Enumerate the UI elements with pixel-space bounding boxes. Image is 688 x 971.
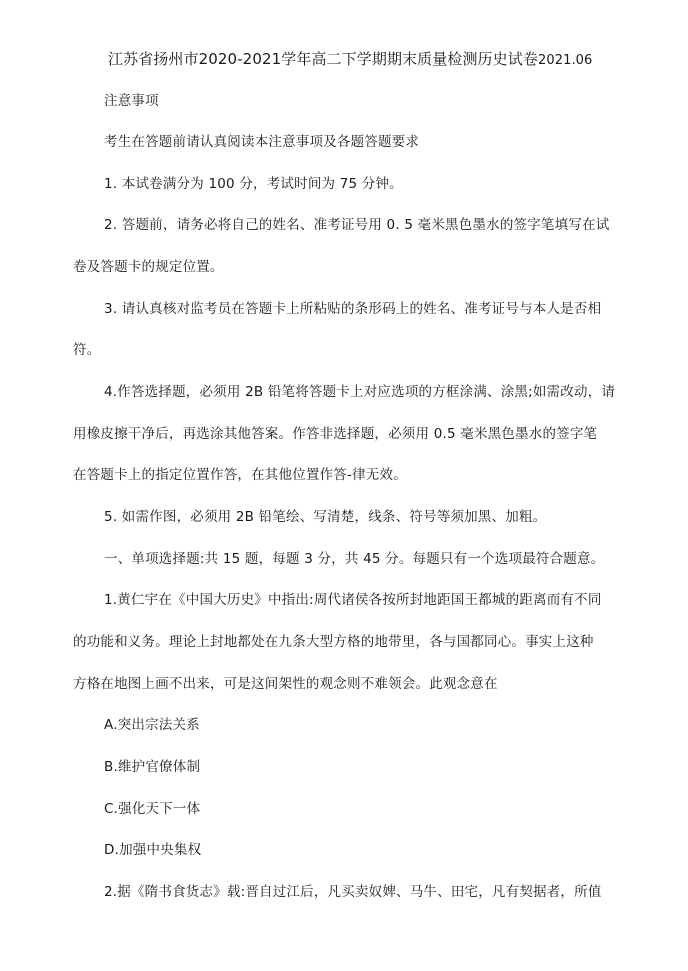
- rule-line: 在答题卡上的指定位置作答，在其他位置作答-律无效。: [73, 467, 407, 483]
- question-1-line: 的功能和义务。理论上封地都处在九条大型方格的地带里，各与国都同心。事实上这种: [73, 634, 594, 650]
- option-d: D.加强中央集权: [104, 842, 202, 858]
- rule-line: 用橡皮擦干净后，再选涂其他答案。作答非选择题，必须用 0.5 毫米黑色墨水的签字笔: [73, 426, 598, 442]
- rule-line: 4.作答选择题，必须用 2B 铅笔将答题卡上对应选项的方框涂满、涂黑;如需改动，请: [104, 384, 616, 400]
- notice-heading: 注意事项: [104, 93, 159, 109]
- rule-line: 2. 答题前，请务必将自己的姓名、准考证号用 0. 5 毫米黑色墨水的签字笔填写在试: [104, 217, 610, 233]
- section-heading: 一、单项选择题:共 15 题，每题 3 分，共 45 分。每题只有一个选项最符合题意。: [104, 551, 605, 567]
- question-1-line: 方格在地图上画不出来，可是这间架性的观念则不难领会。此观念意在: [73, 676, 498, 692]
- rule-line: 符。: [73, 342, 101, 358]
- notice-intro: 考生在答题前请认真阅读本注意事项及各题答题要求: [104, 134, 420, 150]
- option-c: C.强化天下一体: [104, 801, 201, 817]
- option-a: A.突出宗法关系: [104, 717, 200, 733]
- title-text: 江苏省扬州市2020-2021学年高二下学期期末质量检测历史试卷: [108, 50, 538, 68]
- question-2-line: 2.据《隋书食货志》载:晋自过江后，凡买卖奴婢、马牛、田宅，凡有契据者，所值: [104, 884, 602, 900]
- question-1-line: 1.黄仁宇在《中国大历史》中指出:周代诸侯各按所封地距国王都城的距离而有不同: [104, 592, 602, 608]
- rule-line: 3. 请认真核对监考员在答题卡上所粘贴的条形码上的姓名、准考证号与本人是否相: [104, 301, 602, 317]
- title-date: 2021.06: [537, 53, 593, 68]
- rule-line: 1. 本试卷满分为 100 分，考试时间为 75 分钟。: [104, 176, 403, 192]
- document-title: [108, 50, 592, 70]
- rule-line: 5. 如需作图，必须用 2B 铅笔绘、写清楚，线条、符号等须加黑、加粗。: [104, 509, 547, 525]
- rule-line: 卷及答题卡的规定位置。: [73, 259, 224, 275]
- option-b: B.维护官僚体制: [104, 759, 201, 775]
